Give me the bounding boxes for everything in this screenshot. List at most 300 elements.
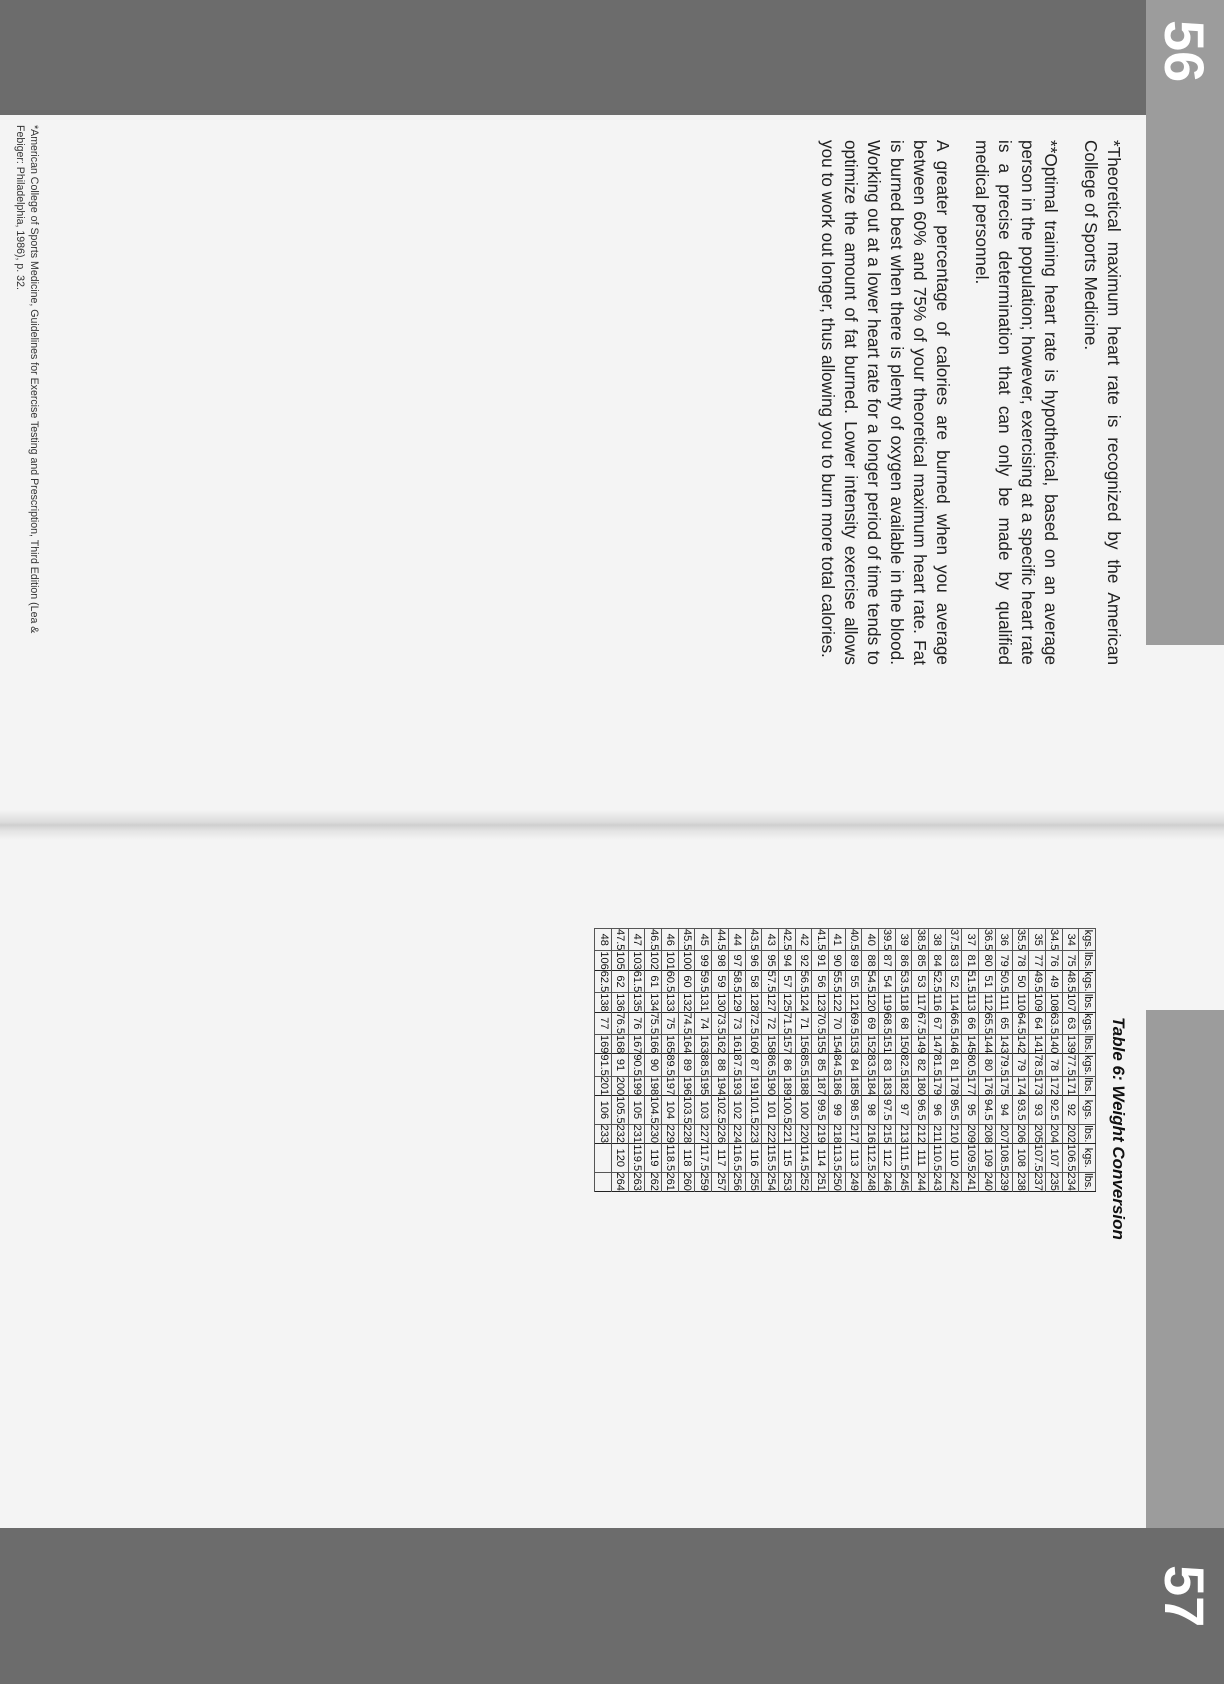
lbs-cell: 106 [595,951,612,970]
table-row [762,929,779,1192]
lbs-cell: 217 [845,1124,862,1143]
table-row [1062,929,1079,1192]
lbs-cell: 144 [979,1034,996,1053]
lbs-cell: 235 [1045,1172,1062,1191]
kgs-cell: 51 [979,970,996,992]
kgs-cell: 73 [728,1012,745,1034]
kgs-cell: 35.5 [1012,929,1029,951]
table-row [778,929,795,1192]
table-header-row [1079,929,1096,1192]
lbs-cell: 246 [879,1172,896,1191]
lbs-cell: 96 [745,951,762,970]
lbs-cell: 125 [778,993,795,1012]
kgs-cell: 60 [678,970,695,992]
lbs-cell: 180 [912,1076,929,1095]
kgs-cell: 77 [595,1012,612,1034]
lbs-cell: 215 [879,1124,896,1143]
kgs-cell: 68.5 [879,1012,896,1034]
header-cell: kgs. [1079,1144,1096,1173]
lbs-cell: 134 [645,993,662,1012]
table-row [845,929,862,1192]
kgs-cell: 97.5 [879,1096,896,1125]
kgs-cell: 48.5 [1062,970,1079,992]
lbs-cell: 150 [895,1034,912,1053]
lbs-cell: 206 [1012,1124,1029,1143]
lbs-cell: 153 [845,1034,862,1053]
kgs-cell: 39 [895,929,912,951]
lbs-cell: 211 [929,1124,946,1143]
kgs-cell: 91 [612,1054,629,1076]
kgs-cell: 74.5 [678,1012,695,1034]
kgs-cell: 113.5 [829,1144,846,1173]
lbs-cell: 240 [979,1172,996,1191]
kgs-cell: 38.5 [912,929,929,951]
kgs-cell: 95.5 [945,1096,962,1125]
kgs-cell: 102 [728,1096,745,1125]
lbs-cell: 145 [962,1034,979,1053]
kgs-cell: 95 [962,1096,979,1125]
lbs-cell: 89 [845,951,862,970]
kgs-cell: 46.5 [645,929,662,951]
table-row [728,929,745,1192]
kgs-cell: 64.5 [1012,1012,1029,1034]
lbs-cell: 142 [1012,1034,1029,1053]
kgs-cell: 38 [929,929,946,951]
kgs-cell: 118.5 [662,1144,679,1173]
lbs-cell: 262 [645,1172,662,1191]
kgs-cell: 109 [979,1144,996,1173]
kgs-cell: 49 [1045,970,1062,992]
table-row [1029,929,1046,1192]
kgs-cell: 79.5 [995,1054,1012,1076]
kgs-cell: 76 [628,1012,645,1034]
table-title: Table 6: Weight Conversion [1109,1017,1128,1240]
lbs-cell: 244 [912,1172,929,1191]
table-row [645,929,662,1192]
kgs-cell: 50 [1012,970,1029,992]
table-row [1045,929,1062,1192]
kgs-cell: 69 [862,1012,879,1034]
lbs-cell: 162 [712,1034,729,1053]
kgs-cell: 70.5 [812,1012,829,1034]
lbs-cell: 208 [979,1124,996,1143]
lbs-cell: 103 [628,951,645,970]
kgs-cell: 80 [979,1054,996,1076]
kgs-cell: 65.5 [979,1012,996,1034]
lbs-cell: 124 [795,993,812,1012]
lbs-cell: 243 [929,1172,946,1191]
page-57-number: 57 [1153,1565,1216,1628]
lbs-cell: 163 [695,1034,712,1053]
kgs-cell: 110.5 [929,1144,946,1173]
lbs-cell: 77 [1029,951,1046,970]
lbs-cell: 131 [695,993,712,1012]
kgs-cell: 42.5 [778,929,795,951]
table-row [695,929,712,1192]
kgs-cell: 99.5 [812,1096,829,1125]
table-row [628,929,645,1192]
kgs-cell: 100 [795,1096,812,1125]
lbs-cell: 132 [678,993,695,1012]
lbs-cell: 105 [612,951,629,970]
lbs-cell: 255 [745,1172,762,1191]
lbs-cell: 196 [678,1076,695,1095]
lbs-cell: 136 [612,993,629,1012]
table-row [895,929,912,1192]
lbs-cell: 222 [762,1124,779,1143]
page-56-body [816,140,1125,665]
kgs-cell: 89.5 [662,1054,679,1076]
table-row [912,929,929,1192]
kgs-cell: 52.5 [929,970,946,992]
kgs-cell: 62 [612,970,629,992]
kgs-cell: 81 [945,1054,962,1076]
kgs-cell: 103.5 [678,1096,695,1125]
kgs-cell: 55.5 [829,970,846,992]
kgs-cell: 45 [695,929,712,951]
lbs-cell: 227 [695,1124,712,1143]
lbs-cell: 130 [712,993,729,1012]
kgs-cell: 90 [645,1054,662,1076]
lbs-cell: 118 [895,993,912,1012]
lbs-cell: 75 [1062,951,1079,970]
kgs-cell: 54.5 [862,970,879,992]
lbs-cell: 133 [662,993,679,1012]
kgs-cell: 83.5 [862,1054,879,1076]
lbs-cell: 86 [895,951,912,970]
lbs-cell: 154 [829,1034,846,1053]
lbs-cell: 140 [1045,1034,1062,1053]
table-row [812,929,829,1192]
kgs-cell: 78 [1045,1054,1062,1076]
lbs-cell: 151 [879,1034,896,1053]
lbs-cell: 261 [662,1172,679,1191]
lbs-cell: 249 [845,1172,862,1191]
lbs-cell: 81 [962,951,979,970]
lbs-cell: 234 [1062,1172,1079,1191]
lbs-cell: 117 [912,993,929,1012]
lbs-cell: 193 [728,1076,745,1095]
lbs-cell: 147 [929,1034,946,1053]
kgs-cell: 92 [1062,1096,1079,1125]
lbs-cell: 113 [962,993,979,1012]
kgs-cell: 87 [745,1054,762,1076]
lbs-cell: 108 [1045,993,1062,1012]
kgs-cell: 117 [712,1144,729,1173]
kgs-cell: 50.5 [995,970,1012,992]
lbs-cell: 100 [678,951,695,970]
lbs-cell: 129 [728,993,745,1012]
lbs-cell: 232 [612,1124,629,1143]
kgs-cell: 97 [895,1096,912,1125]
lbs-cell: 185 [845,1076,862,1095]
lbs-cell: 207 [995,1124,1012,1143]
kgs-cell: 118 [678,1144,695,1173]
kgs-cell: 102.5 [712,1096,729,1125]
kgs-cell: 36.5 [979,929,996,951]
lbs-cell: 174 [1012,1076,1029,1095]
lbs-cell: 187 [812,1076,829,1095]
kgs-cell: 83 [879,1054,896,1076]
lbs-cell: 202 [1062,1124,1079,1143]
kgs-cell: 98.5 [845,1096,862,1125]
table-row [678,929,695,1192]
kgs-cell: 112 [879,1144,896,1173]
lbs-cell: 158 [762,1034,779,1053]
kgs-cell: 94.5 [979,1096,996,1125]
lbs-cell: 228 [678,1124,695,1143]
lbs-cell: 252 [795,1172,812,1191]
lbs-cell: 205 [1029,1124,1046,1143]
lbs-cell: 84 [929,951,946,970]
kgs-cell: 62.5 [595,970,612,992]
kgs-cell: 90.5 [628,1054,645,1076]
lbs-cell: 233 [595,1124,612,1143]
page-56-side-tab [1146,0,1224,645]
header-cell: lbs. [1079,951,1096,970]
kgs-cell: 66.5 [945,1012,962,1034]
table-row [712,929,729,1192]
lbs-cell: 155 [812,1034,829,1053]
lbs-cell: 179 [929,1076,946,1095]
kgs-cell: 76.5 [612,1012,629,1034]
kgs-cell: 115 [778,1144,795,1173]
lbs-cell: 92 [795,951,812,970]
kgs-cell: 34.5 [1045,929,1062,951]
kgs-cell: 72.5 [745,1012,762,1034]
kgs-cell: 116.5 [728,1144,745,1173]
lbs-cell: 188 [795,1076,812,1095]
lbs-cell: 198 [645,1076,662,1095]
kgs-cell: 109.5 [962,1144,979,1173]
kgs-cell: 74 [695,1012,712,1034]
lbs-cell: 239 [995,1172,1012,1191]
lbs-cell: 223 [745,1124,762,1143]
lbs-cell: 230 [645,1124,662,1143]
weight-conversion-table [594,928,1096,1192]
kgs-cell: 69.5 [845,1012,862,1034]
lbs-cell: 120 [862,993,879,1012]
kgs-cell: 104 [662,1096,679,1125]
kgs-cell: 64 [1029,1012,1046,1034]
lbs-cell: 251 [812,1172,829,1191]
kgs-cell: 63 [1062,1012,1079,1034]
kgs-cell: 42 [795,929,812,951]
lbs-cell: 195 [695,1076,712,1095]
kgs-cell: 101.5 [745,1096,762,1125]
kgs-cell: 58.5 [728,970,745,992]
kgs-cell: 101 [762,1096,779,1125]
kgs-cell: 103 [695,1096,712,1125]
kgs-cell: 41.5 [812,929,829,951]
header-cell: lbs. [1079,1172,1096,1191]
kgs-cell: 67 [929,1012,946,1034]
kgs-cell: 119 [645,1144,662,1173]
table-row [829,929,846,1192]
lbs-cell: 264 [612,1172,629,1191]
kgs-cell: 61 [645,970,662,992]
kgs-cell: 93 [1029,1096,1046,1125]
lbs-cell: 171 [1062,1076,1079,1095]
lbs-cell: 123 [812,993,829,1012]
kgs-cell: 43 [762,929,779,951]
kgs-cell: 105 [628,1096,645,1125]
kgs-cell: 71 [795,1012,812,1034]
lbs-cell: 191 [745,1076,762,1095]
kgs-cell: 108 [1012,1144,1029,1173]
lbs-cell: 263 [628,1172,645,1191]
header-cell: lbs. [1079,1124,1096,1143]
lbs-cell: 79 [995,951,1012,970]
kgs-cell: 120 [612,1144,629,1173]
kgs-cell: 96.5 [912,1096,929,1125]
kgs-cell: 99 [829,1096,846,1125]
table-row [945,929,962,1192]
kgs-cell: 88 [712,1054,729,1076]
lbs-cell: 88 [862,951,879,970]
lbs-cell: 173 [1029,1076,1046,1095]
lbs-cell: 128 [745,993,762,1012]
kgs-cell: 49.5 [1029,970,1046,992]
lbs-cell: 197 [662,1076,679,1095]
lbs-cell: 210 [945,1124,962,1143]
table-row [929,929,946,1192]
lbs-cell: 199 [628,1076,645,1095]
lbs-cell: 127 [762,993,779,1012]
calories-paragraph: A greater percentage of calories are burned when you average between 60% and 75% of your theoretical maximum heart rate. Fat is burned best when there is plenty of oxygen available in the blood. Working out at a lower heart rate for a longer period of time tends to optimize the amount of fat burned. Lower intensity exercise allows you to work out longer, thus allowing you to burn more total calories. [818,140,953,665]
kgs-cell: 45.5 [678,929,695,951]
page-56-number: 56 [1153,20,1216,83]
lbs-cell: 201 [595,1076,612,1095]
lbs-cell: 98 [712,951,729,970]
kgs-cell: 47.5 [612,929,629,951]
lbs-cell: 257 [712,1172,729,1191]
kgs-cell: 73.5 [712,1012,729,1034]
kgs-cell: 35 [1029,929,1046,951]
lbs-cell: 219 [812,1124,829,1143]
table-row [745,929,762,1192]
page-56-footnote: *American College of Sports Medicine, Guidelines for Exercise Testing and Prescription, Third Edition (Lea & Febiger: Philadelphia, 1986), p. 32. [14,125,40,634]
header-cell: kgs. [1079,1054,1096,1076]
lbs-cell: 83 [945,951,962,970]
kgs-cell: 37 [962,929,979,951]
bottom-footer-band [0,1528,1224,1684]
lbs-cell: 116 [929,993,946,1012]
kgs-cell: 106.5 [1062,1144,1079,1173]
kgs-cell: 92.5 [1045,1096,1062,1125]
lbs-cell: 216 [862,1124,879,1143]
weight-conversion-table-wrap [594,928,1096,1192]
lbs-cell: 167 [628,1034,645,1053]
kgs-cell: 114.5 [795,1144,812,1173]
kgs-cell: 36 [995,929,1012,951]
kgs-cell: 116 [745,1144,762,1173]
lbs-cell: 242 [945,1172,962,1191]
lbs-cell: 183 [879,1076,896,1095]
kgs-cell: 40 [862,929,879,951]
kgs-cell: 96 [929,1096,946,1125]
kgs-cell: 87.5 [728,1054,745,1076]
kgs-cell: 84.5 [829,1054,846,1076]
lbs-cell: 220 [795,1124,812,1143]
kgs-cell: 105.5 [612,1096,629,1125]
lbs-cell: 107 [1062,993,1079,1012]
kgs-cell: 34 [1062,929,1079,951]
kgs-cell: 51.5 [962,970,979,992]
lbs-cell: 97 [728,951,745,970]
header-cell: kgs. [1079,1012,1096,1034]
kgs-cell: 53 [912,970,929,992]
lbs-cell: 250 [829,1172,846,1191]
lbs-cell: 168 [612,1034,629,1053]
lbs-cell: 156 [795,1034,812,1053]
kgs-cell: 63.5 [1045,1012,1062,1034]
lbs-cell: 212 [912,1124,929,1143]
optimal-heart-rate-note: **Optimal training heart rate is hypothetical, based on an average person in the population; however, exercising at a specific heart rate is a precise determination that can only be made by qualified medical personnel. [972,140,1061,665]
lbs-cell: 213 [895,1124,912,1143]
table-row [995,929,1012,1192]
kgs-cell: 67.5 [912,1012,929,1034]
kgs-cell: 81.5 [929,1054,946,1076]
lbs-cell: 87 [879,951,896,970]
lbs-cell: 85 [912,951,929,970]
kgs-cell: 41 [829,929,846,951]
kgs-cell: 108.5 [995,1144,1012,1173]
lbs-cell: 152 [862,1034,879,1053]
header-cell: lbs. [1079,1076,1096,1095]
kgs-cell: 84 [845,1054,862,1076]
kgs-cell: 55 [845,970,862,992]
lbs-cell: 78 [1012,951,1029,970]
kgs-cell: 48 [595,929,612,951]
header-cell: kgs. [1079,1096,1096,1125]
lbs-cell: 139 [1062,1034,1079,1053]
lbs-cell: 110 [1012,993,1029,1012]
kgs-cell: 107.5 [1029,1144,1046,1173]
lbs-cell: 245 [895,1172,912,1191]
lbs-cell: 119 [879,993,896,1012]
lbs-cell: 160 [745,1034,762,1053]
lbs-cell: 157 [778,1034,795,1053]
lbs-cell: 260 [678,1172,695,1191]
kgs-cell: 66 [962,1012,979,1034]
lbs-cell: 138 [595,993,612,1012]
lbs-cell: 143 [995,1034,1012,1053]
kgs-cell: 100.5 [778,1096,795,1125]
kgs-cell: 119.5 [628,1144,645,1173]
lbs-cell: 224 [728,1124,745,1143]
lbs-cell: 175 [995,1076,1012,1095]
kgs-cell: 65 [995,1012,1012,1034]
lbs-cell: 256 [728,1172,745,1191]
header-cell: lbs. [1079,993,1096,1012]
lbs-cell: 164 [678,1034,695,1053]
lbs-cell: 259 [695,1172,712,1191]
kgs-cell: 89 [678,1054,695,1076]
lbs-cell: 121 [845,993,862,1012]
lbs-cell: 114 [945,993,962,1012]
lbs-cell: 237 [1029,1172,1046,1191]
lbs-cell: 122 [829,993,846,1012]
max-heart-rate-note: *Theoretical maximum heart rate is recognized by the American College of Sports Medicine. [1081,140,1124,665]
kgs-cell: 59.5 [695,970,712,992]
kgs-cell: 52 [945,970,962,992]
kgs-cell: 82 [912,1054,929,1076]
kgs-cell: 91.5 [595,1054,612,1076]
lbs-cell: 166 [645,1034,662,1053]
kgs-cell: 85 [812,1054,829,1076]
kgs-cell: 44 [728,929,745,951]
